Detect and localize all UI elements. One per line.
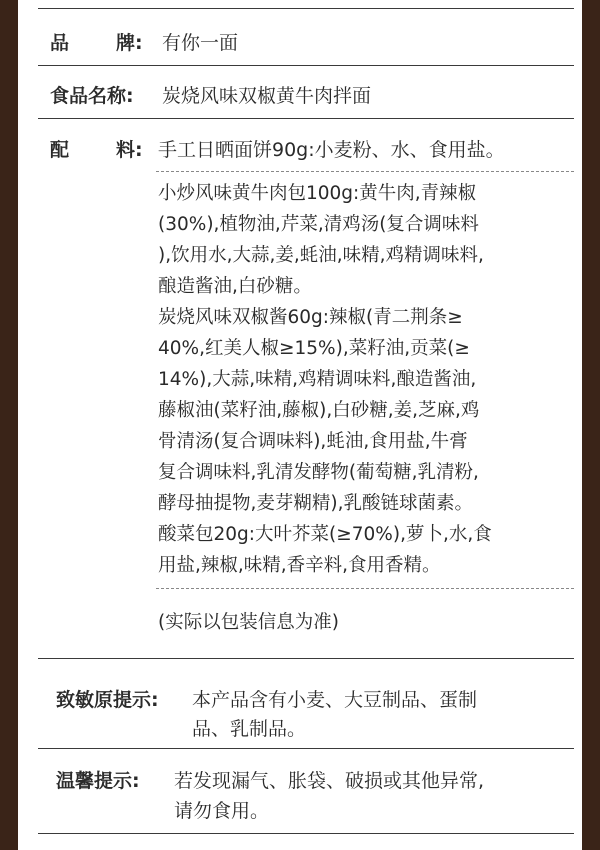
ingredient-line: 藤椒油(菜籽油,藤椒),白砂糖,姜,芝麻,鸡 [158, 400, 480, 421]
package-note: (实际以包装信息为准) [158, 612, 339, 633]
ingredient-line: ),饮用水,大蒜,姜,蚝油,味精,鸡精调味料, [158, 245, 484, 266]
product-name-value: 炭烧风味双椒黄牛肉拌面 [162, 85, 372, 107]
ingredient-line: (30%),植物油,芹菜,清鸡汤(复合调味料 [158, 214, 479, 235]
divider [38, 65, 574, 66]
divider [38, 8, 574, 9]
brand-label-a: 品 [50, 32, 70, 54]
ingredient-line: 40%,红美人椒≥15%),菜籽油,贡菜(≥ [158, 338, 470, 359]
ingredient-sheet [18, 0, 582, 850]
ingredient-line: 炭烧风味双椒酱60g:辣椒(青二荆条≥ [158, 307, 463, 328]
ingredient-line: 小炒风味黄牛肉包100g:黄牛肉,青辣椒 [158, 183, 477, 204]
divider [38, 118, 574, 119]
allergen-line-2: 品、乳制品。 [192, 718, 307, 740]
ingredient-line: 用盐,辣椒,味精,香辛料,食用香精。 [158, 555, 441, 576]
warning-line-1: 若发现漏气、胀袋、破损或其他异常, [174, 770, 485, 792]
warning-line-2: 请勿食用。 [174, 800, 270, 822]
divider [38, 833, 574, 834]
allergen-line-1: 本产品含有小麦、大豆制品、蛋制 [192, 689, 478, 711]
dashed-divider [156, 171, 574, 172]
brand-label-b: 牌: [116, 32, 143, 54]
dashed-divider [156, 588, 574, 589]
ingredients-label-b: 料: [116, 139, 143, 161]
divider [38, 658, 574, 659]
ingredient-line: 酵母抽提物,麦芽糊精),乳酸链球菌素。 [158, 493, 473, 514]
product-name-label: 食品名称: [50, 85, 134, 107]
ingredients-label-a: 配 [50, 139, 70, 161]
ingredient-line: 骨清汤(复合调味料),蚝油,食用盐,牛膏 [158, 431, 468, 452]
ingredient-line: 复合调味料,乳清发酵物(葡萄糖,乳清粉, [158, 462, 479, 483]
ingredients-first-line: 手工日晒面饼90g:小麦粉、水、食用盐。 [158, 139, 505, 161]
brand-value: 有你一面 [162, 32, 239, 54]
allergen-label: 致敏原提示: [56, 689, 159, 711]
ingredient-line: 酿造酱油,白砂糖。 [158, 276, 312, 297]
warning-label: 温馨提示: [56, 770, 140, 792]
ingredient-line: 酸菜包20g:大叶芥菜(≥70%),萝卜,水,食 [158, 524, 492, 545]
divider [38, 748, 574, 749]
ingredients-detail [158, 178, 578, 581]
ingredient-line: 14%),大蒜,味精,鸡精调味料,酿造酱油, [158, 369, 477, 390]
